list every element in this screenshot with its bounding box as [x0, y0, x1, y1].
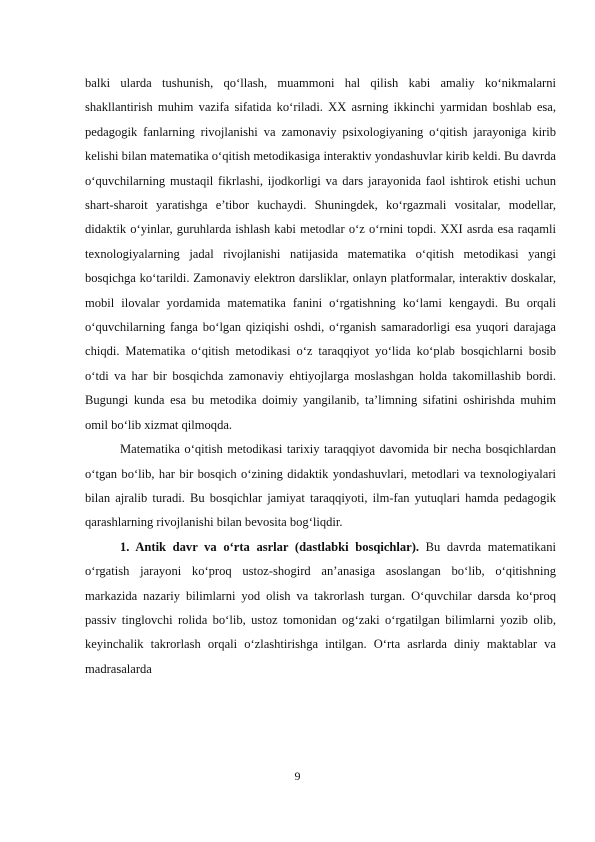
section-body-text: Bu davrda matematikani o‘rgatish jarayoni ko‘proq ustoz-shogird an’anasiga asoslangan bo‘lib, o‘qitishning markazida nazariy bilimlarni yod olish va takrorlash turgan. O‘quvchilar darsda ko‘proq passiv tinglovchi rolida bo‘lib, ustoz tomonidan og‘zaki o‘rgatilgan bilimlarni yozib olib, keyinchalik takrorlash orqali o‘zlashtirishga intilgan. O‘rta asrlarda diniy maktablar va madrasalarda	[85, 539, 556, 676]
body-paragraph-2: Matematika o‘qitish metodikasi tarixiy taraqqiyot davomida bir necha bosqichlardan o‘tgan bo‘lib, har bir bosqich o‘zining didaktik yondashuvlari, metodlari va texnologiyalari bilan ajralib turadi. Bu bosqichlar jamiyat taraqqiyoti, ilm-fan yutuqlari hamda pedagogik qarashlarning rivojlanishi bilan bevosita bog‘liqdir.	[85, 442, 556, 530]
body-paragraph-3	[85, 535, 556, 681]
body-paragraph-1: balki ularda tushunish, qo‘llash, muammoni hal qilish kabi amaliy ko‘nikmalarni shakllantirish muhim vazifa sifatida ko‘riladi. XX asrning ikkinchi yarmidan boshlab esa, pedagogik fanlarning rivojlanishi va zamonaviy psixologiyaning o‘qitish jarayoniga kirib kelishi bilan matematika o‘qitish metodikasiga interaktiv yondashuvlar kirib keldi. Bu davrda o‘quvchilarning mustaqil fikrlashi, ijodkorligi va dars jarayonida faol ishtirok etishi uchun shart-sharoit yaratishga e’tibor kuchaydi. Shuningdek, ko‘rgazmali vositalar, modellar, didaktik o‘yinlar, guruhlarda ishlash kabi metodlar o‘z o‘rnini topdi. XXI asrda esa raqamli texnologiyalarning jadal rivojlanishi natijasida matematika o‘qitish metodikasi yangi bosqichga ko‘tarildi. Zamonaviy elektron darsliklar, onlayn platformalar, interaktiv doskalar, mobil ilovalar yordamida matematika fanini o‘rgatishning ko‘lami kengaydi. Bu orqali o‘quvchilarning fanga bo‘lgan qiziqishi oshdi, o‘rganish samaradorligi esa yuqori darajaga chiqdi. Matematika o‘qitish metodikasi o‘z taraqqiyot yo‘lida ko‘plab bosqichlarni bosib o‘tdi va har bir bosqichda zamonaviy ehtiyojlarga moslashgan holda takomillashib bordi. Bugungi kunda esa bu metodika doimiy yangilanib, ta’limning sifatini oshirishda muhim omil bo‘lib xizmat qilmoqda.	[85, 76, 556, 432]
document-page	[85, 71, 556, 681]
section-heading-antik-davr: 1. Antik davr va o‘rta asrlar (dastlabki bosqichlar).	[120, 539, 420, 554]
page-number: 9	[294, 769, 301, 783]
